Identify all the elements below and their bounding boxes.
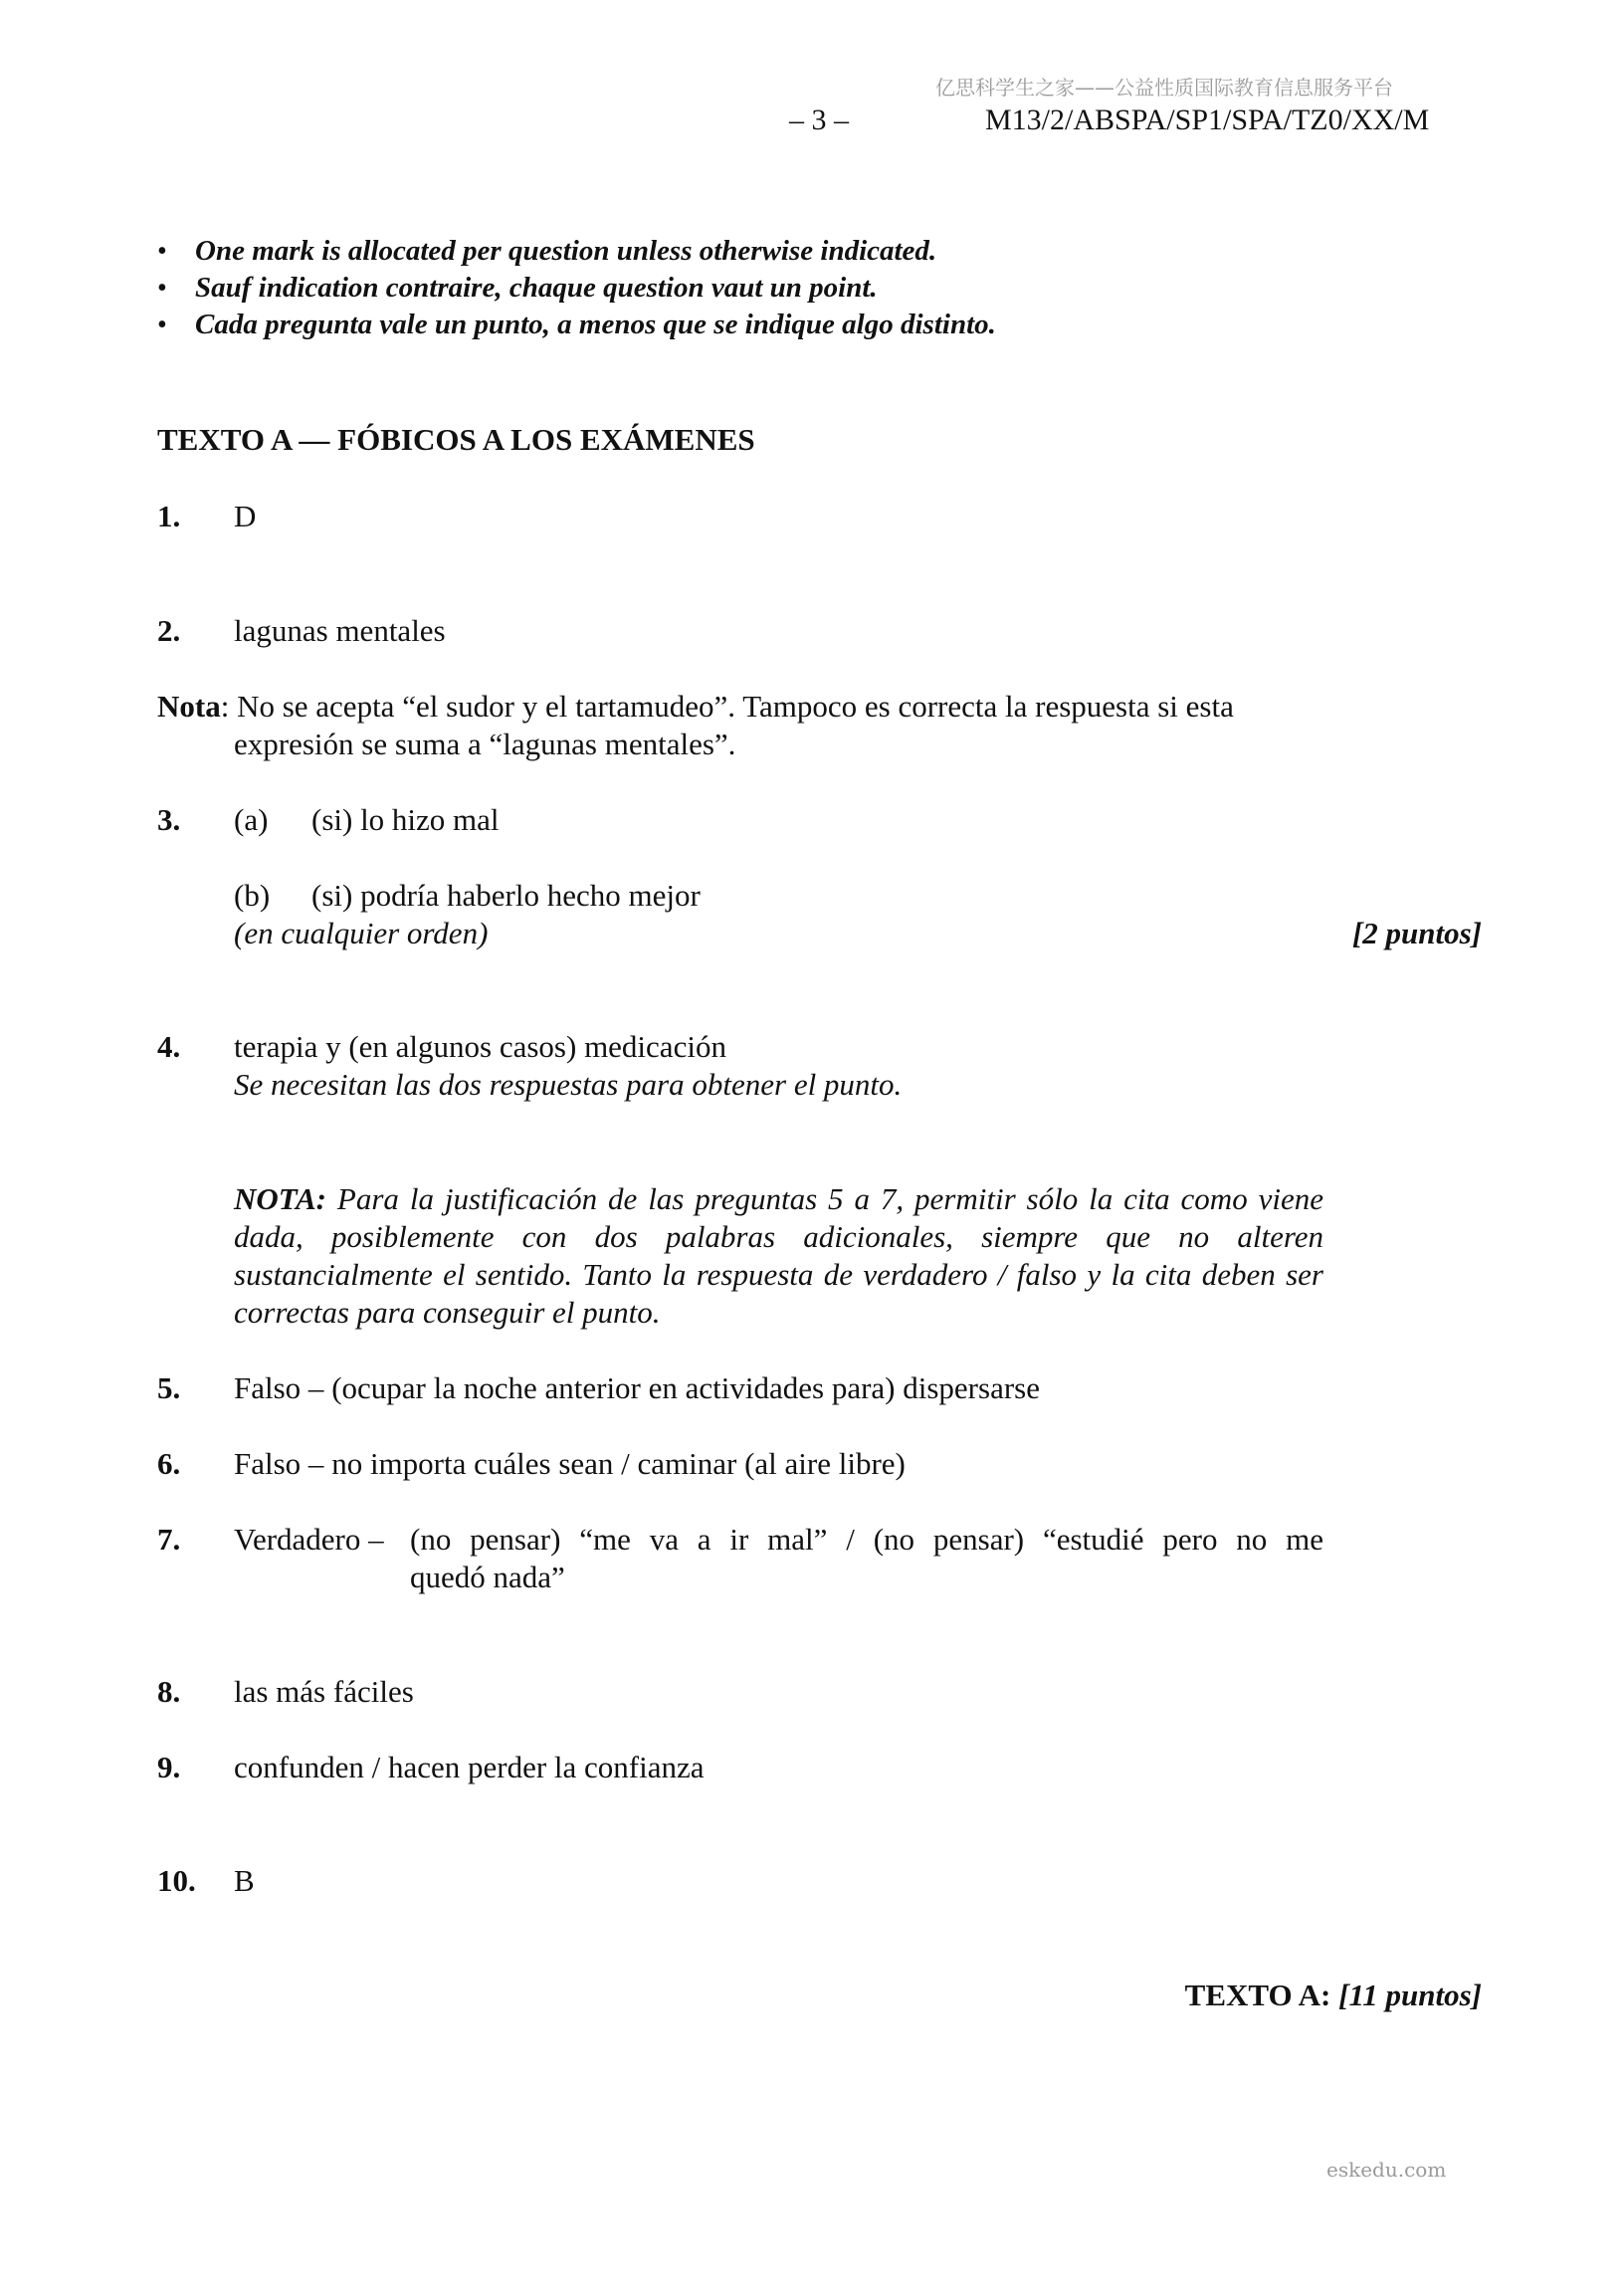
instruction-list	[157, 233, 996, 343]
sub-label: (b)	[234, 878, 271, 913]
instruction-item: • Sauf indication contraire, chaque question vaut un point.	[157, 270, 996, 307]
section-title: TEXTO A — FÓBICOS A LOS EXÁMENES	[157, 422, 755, 457]
question-number: 4.	[157, 1029, 181, 1064]
question-number: 5.	[157, 1370, 181, 1405]
total-points: [11 puntos]	[1338, 1978, 1482, 2012]
section-total	[1185, 1977, 1482, 2014]
question-number: 6.	[157, 1446, 181, 1481]
question-number: 1.	[157, 499, 181, 533]
answer-text: (no pensar) “me va a ir mal” / (no pensar) “estudié pero no me	[410, 1522, 1323, 1557]
answer-text: no importa cuáles sean / caminar (al aire libre)	[331, 1446, 906, 1481]
watermark-top: 亿思科学生之家——公益性质国际教育信息服务平台	[935, 76, 1393, 100]
total-label: TEXTO A:	[1184, 1978, 1331, 2012]
instruction-item: • One mark is allocated per question unless otherwise indicated.	[157, 233, 996, 270]
answer-text: B	[234, 1863, 255, 1898]
note-label: Nota	[157, 689, 221, 724]
question-number: 3.	[157, 802, 181, 837]
instruction-item: • Cada pregunta vale un punto, a menos que se indique algo distinto.	[157, 307, 996, 343]
note-line-2: expresión se suma a “lagunas mentales”.	[234, 727, 736, 761]
nota-label: NOTA:	[234, 1181, 326, 1216]
points-label: [2 puntos]	[1351, 916, 1482, 950]
verdict: Verdadero –	[234, 1522, 384, 1557]
nota-text: Para la justificación de las preguntas 5 a 7, permitir sólo la cita como viene dada, posiblemente con dos palabras adicionales, siempre que no alteren sustancialmente el sentido. Tanto la respuesta de verdadero / falso y la cita deben ser correctas para conseguir el punto.	[234, 1181, 1323, 1330]
order-note: (en cualquier orden)	[234, 916, 489, 950]
note-line	[157, 688, 1234, 726]
verdict: Falso –	[234, 1370, 324, 1405]
verdict: Falso –	[234, 1446, 324, 1481]
page-number: – 3 –	[789, 104, 849, 136]
question-number: 7.	[157, 1522, 181, 1557]
answer-text: D	[234, 499, 257, 533]
answer-text: (ocupar la noche anterior en actividades para) dispersarse	[331, 1370, 1040, 1405]
note-text: : No se acepta “el sudor y el tartamudeo”. Tampoco es correcta la respuesta si esta	[220, 689, 1234, 724]
question-number: 8.	[157, 1674, 181, 1709]
answer-text: terapia y (en algunos casos) medicación	[234, 1029, 726, 1064]
question-number: 2.	[157, 613, 181, 648]
answer-text: las más fáciles	[234, 1674, 414, 1709]
question-number: 10.	[157, 1863, 196, 1898]
watermark-bottom: eskedu.com	[1326, 2158, 1447, 2182]
answer-text: (si) podría haberlo hecho mejor	[311, 878, 701, 913]
question-number: 9.	[157, 1750, 181, 1784]
nota-block	[234, 1180, 1323, 1332]
paper-code: M13/2/ABSPA/SP1/SPA/TZ0/XX/M	[985, 104, 1430, 136]
answer-note: Se necesitan las dos respuestas para obtener el punto.	[234, 1067, 903, 1102]
answer-line	[234, 1369, 1040, 1407]
answer-text-2: quedó nada”	[410, 1560, 565, 1594]
answer-text: (si) lo hizo mal	[311, 802, 500, 837]
answer-text: confunden / hacen perder la confianza	[234, 1750, 705, 1784]
answer-line	[234, 1445, 906, 1483]
sub-label: (a)	[234, 802, 269, 837]
answer-text: lagunas mentales	[234, 613, 446, 648]
